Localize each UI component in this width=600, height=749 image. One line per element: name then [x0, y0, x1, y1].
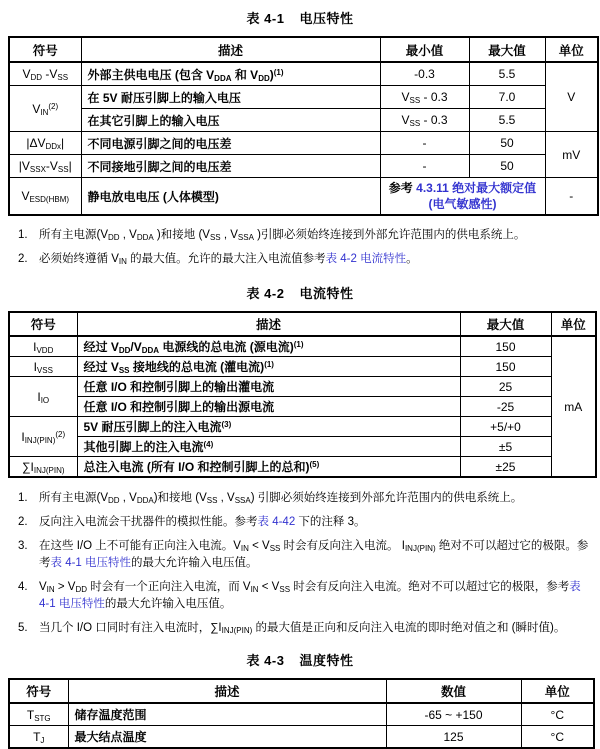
- description-cell: 在其它引脚上的输入电压: [81, 109, 380, 132]
- table-row: [9, 377, 596, 397]
- footnote-text: 在这些 I/O 上不可能有正向注入电流。$V_{IN} < V_{SS}$ 时会有反向注入电流。 $I_{INJ(PIN)}$ 绝对不可以超过它的极限。参考表 4-1 电压特性的最大允许输入电压值。: [39, 540, 589, 569]
- footnote: [18, 579, 592, 613]
- table-4-3-caption: [8, 650, 592, 669]
- description-cell: 外部主供电电压 (包含 $V_{DDA}$ 和 $V_{DD})^{(1)}$: [81, 62, 380, 86]
- table-4-1-caption: [8, 8, 592, 27]
- symbol-cell: $V_{ESD(HBM)}$: [9, 178, 81, 216]
- description-cell: 静电放电电压 (人体模型): [81, 178, 380, 216]
- footnote-number: 4.: [18, 581, 28, 593]
- column-header: 最小值: [380, 37, 469, 62]
- description-cell: 不同电源引脚之间的电压差: [81, 132, 380, 155]
- footnote-number: 5.: [18, 622, 28, 634]
- description-cell: 任意 I/O 和控制引脚上的输出灌电流: [77, 377, 460, 397]
- value-cell: -65 ~ +150: [386, 703, 521, 726]
- description-cell: 任意 I/O 和控制引脚上的输出源电流: [77, 397, 460, 417]
- table-row: [9, 437, 596, 457]
- max-value-cell: 150: [460, 336, 551, 357]
- symbol-cell: $I_{INJ(PIN)}^{(2)}$: [9, 417, 77, 457]
- footnote-number: 3.: [18, 540, 28, 552]
- value-cell: 125: [386, 726, 521, 749]
- column-header: 符号: [9, 679, 68, 703]
- column-header: 单位: [521, 679, 594, 703]
- voltage-characteristics-table: [8, 36, 592, 216]
- description-cell: 总注入电流 (所有 I/O 和控制引脚上的总和)$^{(5)}$: [77, 457, 460, 478]
- description-cell: 经过 $V_{DD}/V_{DDA}$ 电源线的总电流 (源电流)$^{(1)}$: [77, 336, 460, 357]
- column-header: 单位: [551, 312, 596, 336]
- min-value-cell: -0.3: [380, 62, 469, 86]
- max-value-cell: +5/+0: [460, 417, 551, 437]
- symbol-cell: $T_J$: [9, 726, 68, 749]
- reference-cell: 参考 4.3.11 绝对最大额定值 (电气敏感性): [380, 178, 545, 216]
- footnote-number: 2.: [18, 516, 28, 528]
- symbol-cell: $I_{VDD}$: [9, 336, 77, 357]
- data-table: [8, 36, 599, 216]
- symbol-cell: $T_{STG}$: [9, 703, 68, 726]
- max-value-cell: 25: [460, 377, 551, 397]
- table-row: [9, 155, 598, 178]
- xref-table-4-2-current[interactable]: 表 4-2 电流特性: [325, 253, 407, 265]
- max-value-cell: 150: [460, 357, 551, 377]
- max-value-cell: 5.5: [469, 62, 545, 86]
- symbol-cell: $V_{IN}^{(2)}$: [9, 86, 81, 132]
- max-value-cell: ±25: [460, 457, 551, 478]
- max-value-cell: 5.5: [469, 109, 545, 132]
- max-value-cell: 50: [469, 132, 545, 155]
- table-row: [9, 62, 598, 86]
- column-header: 符号: [9, 312, 77, 336]
- table-row: [9, 357, 596, 377]
- footnote-number: 1.: [18, 229, 28, 241]
- symbol-cell: $\sum I_{INJ(PIN)}$: [9, 457, 77, 478]
- table-4-2-caption-text: 电流特性: [299, 286, 354, 301]
- description-cell: 经过 $V_{SS}$ 接地线的总电流 (灌电流)$^{(1)}$: [77, 357, 460, 377]
- table-row: [9, 178, 598, 216]
- symbol-cell: $I_{IO}$: [9, 377, 77, 417]
- column-header: 单位: [545, 37, 598, 62]
- table-4-3-caption-text: 温度特性: [299, 653, 354, 668]
- footnote-text: 当几个 I/O 口同时有注入电流时，$\sum I_{INJ(PIN)}$ 的最大值是正向和反向注入电流的即时绝对值之和 (瞬时值)。: [39, 622, 566, 635]
- unit-cell: °C: [521, 703, 594, 726]
- symbol-cell: $|\Delta V_{DDx}|$: [9, 132, 81, 155]
- table-4-2-footnotes: [8, 490, 592, 637]
- min-value-cell: -: [380, 155, 469, 178]
- unit-cell: mV: [545, 132, 598, 178]
- footnote-number: 2.: [18, 253, 28, 265]
- table-row: [9, 417, 596, 437]
- description-cell: 不同接地引脚之间的电压差: [81, 155, 380, 178]
- footnote: [18, 514, 592, 531]
- unit-cell: -: [545, 178, 598, 216]
- current-characteristics-table: [8, 311, 592, 478]
- footnote: [18, 227, 592, 244]
- footnote: [18, 620, 592, 637]
- description-cell: 储存温度范围: [68, 703, 386, 726]
- footnote: [18, 251, 592, 268]
- footnote-text: 必须始终遵循 $V_{IN}$ 的最大值。允许的最大注入电流值参考表 4-2 电流特性。: [39, 253, 418, 266]
- column-header: 描述: [68, 679, 386, 703]
- xref-table-4-1-voltage[interactable]: 表 4-1 电压特性: [39, 581, 581, 610]
- max-value-cell: 50: [469, 155, 545, 178]
- symbol-cell: $I_{VSS}$: [9, 357, 77, 377]
- column-header: 描述: [81, 37, 380, 62]
- table-row: [9, 703, 594, 726]
- footnote-text: 反向注入电流会干扰器件的模拟性能。参考表 4-42 下的注释 3。: [39, 516, 366, 528]
- header-row: [9, 312, 596, 336]
- xref-4-3-11-absolute-maximum-ratings[interactable]: 4.3.11 绝对最大额定值 (电气敏感性): [416, 181, 537, 211]
- table-4-1-caption-label: 表 4-1: [246, 11, 285, 26]
- table-4-3-caption-label: 表 4-3: [246, 653, 285, 668]
- table-row: [9, 109, 598, 132]
- symbol-cell: $|V_{SSX}-V_{SS}|$: [9, 155, 81, 178]
- description-cell: 最大结点温度: [68, 726, 386, 749]
- column-header: 符号: [9, 37, 81, 62]
- column-header: 数值: [386, 679, 521, 703]
- min-value-cell: $V_{SS} - 0.3$: [380, 86, 469, 109]
- xref-table-4-1-voltage[interactable]: 表 4-1 电压特性: [50, 557, 132, 569]
- min-value-cell: -: [380, 132, 469, 155]
- footnote-number: 1.: [18, 492, 28, 504]
- description-cell: 5V 耐压引脚上的注入电流$^{(3)}$: [77, 417, 460, 437]
- column-header: 描述: [77, 312, 460, 336]
- symbol-cell: $V_{DD}$ $-V_{SS}$: [9, 62, 81, 86]
- footnote-text: $V_{IN} > V_{DD}$ 时会有一个正向注入电流，而 $V_{IN} < V_{SS}$ 时会有反向注入电流。绝对不可以超过它的极限，参考表 4-1 电压特性的最大允许输入电压值。: [39, 581, 581, 610]
- footnote-text: 所有主电源($V_{DD}$ , $V_{DDA}$)和接地 ($V_{SS}$ , $V_{SSA}$) 引脚必须始终连接到外部允许范围内的供电系统上。: [39, 492, 523, 505]
- table-row: [9, 397, 596, 417]
- table-row: [9, 726, 594, 749]
- column-header: 最大值: [469, 37, 545, 62]
- footnote: [18, 490, 592, 507]
- description-cell: 在 5V 耐压引脚上的输入电压: [81, 86, 380, 109]
- table-row: [9, 132, 598, 155]
- table-4-1-caption-text: 电压特性: [299, 11, 354, 26]
- max-value-cell: ±5: [460, 437, 551, 457]
- table-4-2-caption: [8, 283, 592, 302]
- data-table: [8, 311, 597, 478]
- table-row: [9, 86, 598, 109]
- unit-cell: °C: [521, 726, 594, 749]
- table-row: [9, 457, 596, 478]
- unit-cell: mA: [551, 336, 596, 477]
- min-value-cell: $V_{SS} - 0.3$: [380, 109, 469, 132]
- unit-cell: V: [545, 62, 598, 132]
- table-4-1-footnotes: [8, 227, 592, 268]
- data-table: [8, 678, 595, 749]
- temperature-characteristics-table: [8, 678, 592, 749]
- header-row: [9, 679, 594, 703]
- table-4-2-caption-label: 表 4-2: [246, 286, 285, 301]
- footnote-text: 所有主电源($V_{DD}$ , $V_{DDA}$ )和接地 ($V_{SS}$ , $V_{SSA}$ )引脚必须始终连接到外部允许范围内的供电系统上。: [39, 229, 526, 242]
- max-value-cell: -25: [460, 397, 551, 417]
- xref-table-4-42[interactable]: 表 4-42: [257, 516, 296, 528]
- table-row: [9, 336, 596, 357]
- column-header: 最大值: [460, 312, 551, 336]
- max-value-cell: 7.0: [469, 86, 545, 109]
- header-row: [9, 37, 598, 62]
- description-cell: 其他引脚上的注入电流$^{(4)}$: [77, 437, 460, 457]
- footnote: [18, 538, 592, 572]
